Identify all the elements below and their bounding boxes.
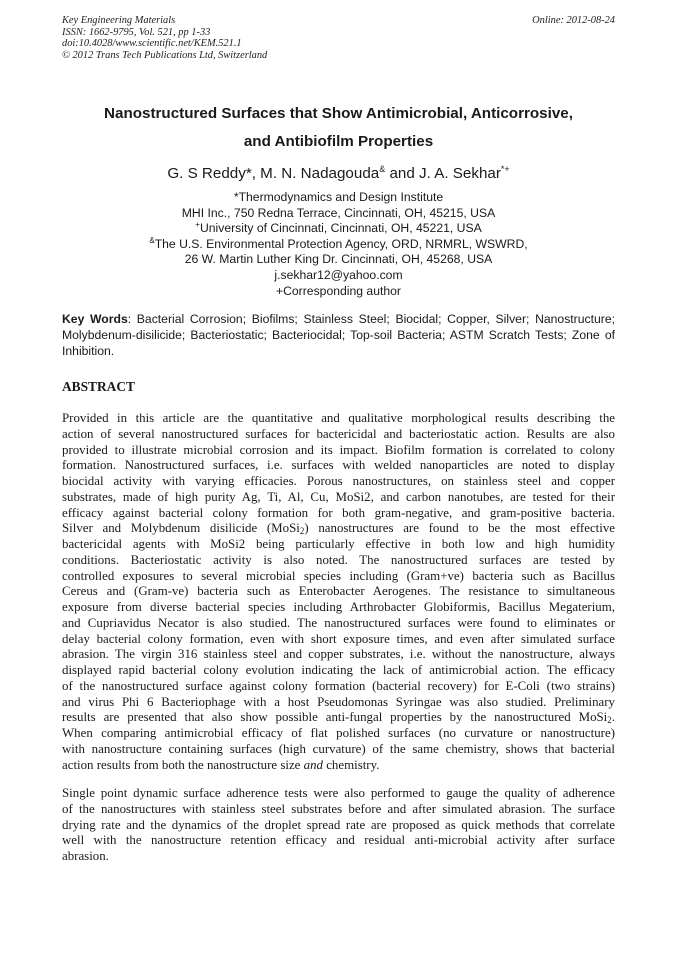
- text-line: Silver and Molybdenum disilicide (MoSi$_2$) nanostructures are found to be the most effective: [62, 521, 615, 537]
- author-list: [62, 164, 615, 184]
- text-line: with nanostructure containing surfaces (high curvature) of the same chemistry, shows that bacterial: [62, 741, 615, 756]
- affiliation-line: &The U.S. Environmental Protection Agency, ORD, NRMRL, WSWRD,: [149, 235, 528, 251]
- abstract-heading: ABSTRACT: [62, 379, 135, 394]
- text-line: abrasion.: [62, 849, 109, 863]
- corresponding-author: +Corresponding author: [275, 283, 401, 298]
- journal-issn: ISSN: 1662-9795, Vol. 521, pp 1-33: [62, 26, 211, 38]
- text-line: drying rate and the dynamics of the droplet spread rate are proposed as quick methods that correlate: [62, 817, 615, 832]
- text-line: provided to illustrate microbial corrosion and its impact. Biofilm formation is correlated to colony: [62, 442, 615, 457]
- abstract-paragraph-2: [62, 786, 615, 865]
- paper-title: [62, 100, 615, 156]
- text-line: action of several nanostructured surfaces for bactericidal and bacteriostatic action. Results are also: [62, 426, 615, 441]
- title-line-1: Nanostructured Surfaces that Show Antimicrobial, Anticorrosive,: [104, 105, 573, 122]
- text-line: and virus Phi 6 Bacteriophage with a host Pseudomonas Syringae was also studied. Preliminary: [62, 694, 615, 709]
- text-line: biocidal activity with varying efficacies. Porous nanostructures, on stainless steel and copper: [62, 474, 615, 488]
- text-line: well with the nanostructure retention efficacy and residual anti-microbial activity after surface: [62, 833, 615, 848]
- text-line: delay bacterial colony formation, even with short exposure times, and even after simulated surface: [62, 631, 615, 646]
- keywords-label: Key Words: [62, 312, 128, 326]
- text-line: Cereus and (Gram-ve) bacteria such as Enterobacter Aerogenes. The resistance to simultaneous: [62, 584, 615, 599]
- author-reddy: G. S Reddy*,: [167, 165, 261, 182]
- text-line: controlled exposures to several microbial species including (Gram+ve) bacteria such as Bacillus: [62, 568, 615, 583]
- affiliation-line: MHI Inc., 750 Redna Terrace, Cincinnati, OH, 45215, USA: [181, 205, 496, 220]
- text-line: efficacy against bacterial colony formation for both gram-negative, and gram-positive bacteria.: [62, 505, 615, 520]
- affiliation-line: *Thermodynamics and Design Institute: [233, 190, 444, 204]
- journal-header: [62, 15, 267, 61]
- text-line: abrasion. The virgin 316 stainless steel and copper substrates, i.e. without the nanostructure, always: [62, 647, 615, 662]
- text-line: of the nanostructures with stainless steel substrates before and after simulated abrasion. The surface: [62, 801, 615, 816]
- affiliation-mark: +: [195, 220, 200, 230]
- author-email: j.sekhar12@yahoo.com: [274, 267, 403, 282]
- title-line-2: and Antibiofilm Properties: [243, 133, 434, 150]
- author-sekhar: J. A. Sekhar: [419, 165, 501, 182]
- text-line: action results from both the nanostructure size and chemistry.: [62, 757, 380, 772]
- text-line: Provided in this article are the quantitative and qualitative morphological results describing the: [62, 411, 615, 425]
- text-line: substrates, made of high purity Ag, Ti, Al, Cu, MoSi2, and carbon nanotubes, are tested for their: [62, 489, 615, 504]
- affiliation-line: 26 W. Martin Luther King Dr. Cincinnati, OH, 45268, USA: [184, 252, 493, 267]
- online-date: Online: 2012-08-24: [532, 15, 615, 26]
- keywords: [62, 311, 615, 359]
- text-line: formation. Nanostructured surfaces, i.e. surfaces with welded nanoparticles are noted to display: [62, 458, 615, 473]
- affiliation-mark: &: [149, 235, 155, 245]
- text-line: displayed rapid bacterial colony evolution indicating the lack of antimicrobial action. The efficacy: [62, 663, 615, 677]
- text-line: Single point dynamic surface adherence tests were also performed to gauge the quality of adherence: [62, 786, 615, 800]
- journal-doi: doi:10.4028/www.scientific.net/KEM.521.1: [62, 38, 242, 50]
- text-line: conditions. Bacteriostatic activity is also noted. The nanostructured surfaces are tested by: [62, 552, 615, 567]
- text-line: bactericidal agents with MoSi2 being particularly effective in both low and high humidity: [62, 537, 615, 551]
- author-nadagouda-mark: &: [379, 164, 386, 174]
- text-line: and Cupriavidus Necator is also studied. The nanostructured surfaces were found to eliminates or: [62, 615, 615, 630]
- journal-name: Key Engineering Materials: [62, 15, 176, 26]
- text-line: exposure from diverse bacterial species including Arthrobacter Globiformis, Bacillus Megaterium,: [62, 600, 615, 614]
- text-line: results are presented that also show possible anti-fungal properties by the nanostructured MoSi$_2$.: [62, 710, 615, 726]
- affiliations: [62, 190, 615, 299]
- text-line: of the nanostructured surface against colony formation (bacterial recovery) for E-Coli (two strains): [62, 678, 615, 693]
- keywords-text: : Bacterial Corrosion; Biofilms; Stainless Steel; Biocidal; Copper, Silver; Nanostructure; Molybdenum-disilicide; Bacteriostatic; Bacteriocidal; Top-soil Bacteria; ASTM Scratch Tests; Zone of Inhibition.: [62, 312, 616, 358]
- text-line: When comparing antimicrobial efficacy of flat polished surfaces (no curvature or nanostructure): [62, 726, 615, 740]
- author-sekhar-mark: *+: [500, 164, 510, 174]
- affiliation-line: +University of Cincinnati, Cincinnati, OH, 45221, USA: [195, 220, 482, 236]
- author-separator: and: [385, 165, 420, 182]
- journal-copyright: © 2012 Trans Tech Publications Ltd, Switzerland: [62, 49, 268, 61]
- author-nadagouda: M. N. Nadagouda: [260, 165, 380, 182]
- abstract-paragraph-1: [62, 411, 615, 773]
